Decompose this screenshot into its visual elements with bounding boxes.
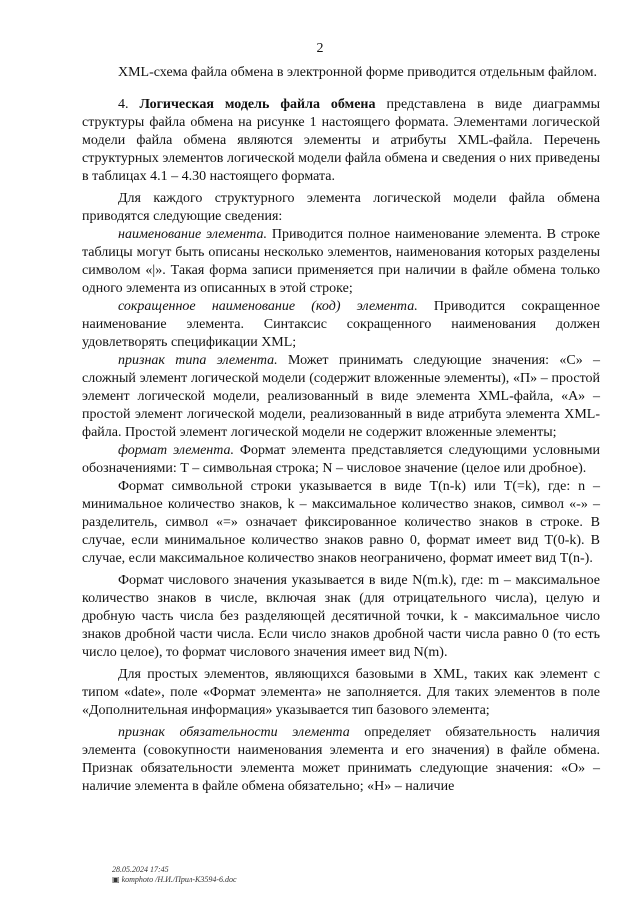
footer-filepath: komphoto /Н.И./Прил-К3594-6.doc [121,875,237,884]
paragraph-logical-model [82,96,600,186]
file-icon: ▣ [112,875,120,884]
desc-element-name: Приводится полное наименование элемента. В строке таблицы могут быть описаны несколько элементов, наименования которых разделены символом «|». Такая форма записи применяется при наличии в файле обмена только одного элемента из описанных в этой строке; [82,227,600,296]
term-element-type: признак типа элемента. [118,353,278,368]
paragraph-element-code [82,298,600,352]
term-element-code: сокращенное наименование (код) элемента. [118,299,418,314]
desc-element-type: Может принимать следующие значения: «С» – сложный элемент логической модели (содержит вложенные элементы), «П» – простой элемент логической модели, реализованный в виде элемента XML-файла, «А» – простой элемент логической модели, реализованный в виде атрибута элемента XML-файла. Простой элемент логической модели не содержит вложенные элементы; [82,353,600,440]
paragraph-string-format: Формат символьной строки указывается в виде Т(n-k) или Т(=k), где: n – минимальное количество знаков, k – максимальное количество знаков, символ «-» – разделитель, символ «=» означает фиксированное количество знаков в строке. В случае, если минимальное количество знаков равно 0, формат имеет вид Т(0-k). В случае, если максимальное количество знаков неограничено, формат имеет вид Т(n-). [82,479,600,566]
section-heading: Логическая модель файла обмена [139,97,376,112]
desc-element-code: Приводится сокращенное наименование элемента. Синтаксис сокращенного наименования должен удовлетворять спецификации XML; [82,299,600,350]
term-element-required: признак обязательности элемента [118,725,350,740]
document-body [82,64,600,796]
paragraph-simple-elements: Для простых элементов, являющихся базовыми в XML, таких как элемент с типом «date», поле «Формат элемента» не заполняется. Для таких элементов в поле «Дополнительная информация» указывается тип базового элемента; [82,667,600,718]
section-number: 4. [118,97,140,112]
paragraph-element-format [82,442,600,478]
page-number: 2 [316,41,324,56]
paragraph-xml-schema: XML-схема файла обмена в электронной форме приводится отдельным файлом. [118,65,597,80]
term-element-format: формат элемента. [118,443,235,458]
desc-element-required: определяет обязательность наличия элемента (совокупности наименования элемента и его значения) в файле обмена. Признак обязательности элемента может принимать следующие значения: «О» – наличие элемента в файле обмена обязательно; «Н» – наличие [82,725,600,794]
footer-filepath-line [112,875,237,885]
paragraph-element-name [82,226,600,298]
paragraph-element-type [82,352,600,442]
document-footer [112,865,237,885]
section-text: представлена в виде диаграммы структуры файла обмена на рисунке 1 настоящего формата. Элементами логической модели файла обмена являются элементы и атрибуты XML-файла. Перечень структурных элементов логической модели файла обмена и сведения о них приведены в таблицах 4.1 – 4.30 настоящего формата. [82,97,601,184]
paragraph-number-format: Формат числового значения указывается в виде N(m.k), где: m – максимальное количество знаков в числе, включая знак (для отрицательного числа), целую и дробную часть числа без разделяющей десятичной точки, k - максимальное число знаков дробной части числа. Если число знаков дробной части числа равно 0 (то есть число целое), то формат числового значения имеет вид N(m). [82,573,600,660]
paragraph-intro: Для каждого структурного элемента логической модели файла обмена приводятся следующие сведения: [82,191,600,224]
term-element-name: наименование элемента. [118,227,268,242]
desc-element-format: Формат элемента представляется следующими условными обозначениями: Т – символьная строка; N – числовое значение (целое или дробное). [82,443,600,476]
footer-timestamp: 28.05.2024 17:45 [112,865,169,874]
paragraph-element-required [82,724,600,796]
